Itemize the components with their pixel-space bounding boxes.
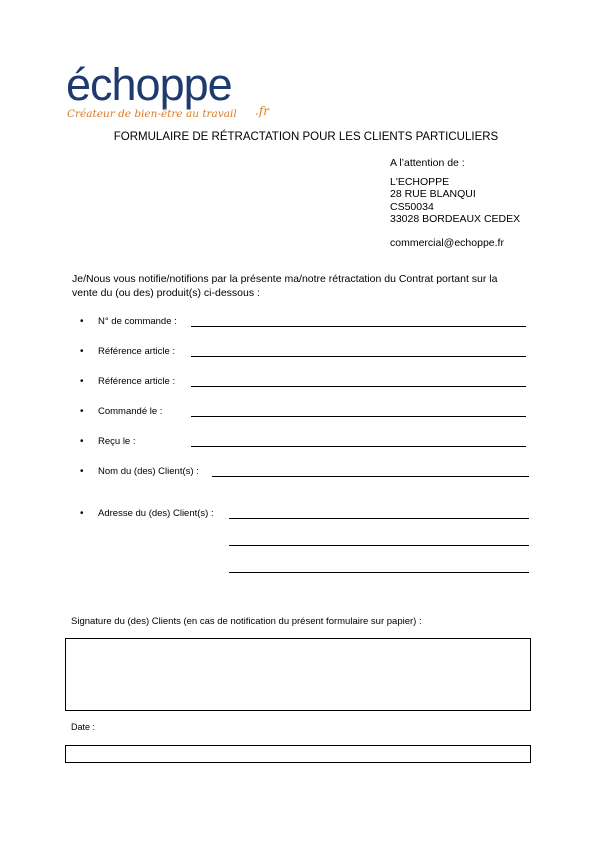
- article-reference-2-field[interactable]: [191, 386, 526, 387]
- client-address-line-1[interactable]: [229, 518, 529, 519]
- intro-line-2: vente du (ou des) produit(s) ci-dessous :: [72, 287, 260, 299]
- article-reference-1-field[interactable]: [191, 356, 526, 357]
- bullet-icon: •: [80, 406, 84, 417]
- brand-logo-tld: .fr: [255, 104, 269, 118]
- field-label: N° de commande :: [98, 316, 177, 327]
- address-cs: CS50034: [390, 201, 434, 213]
- address-attention: A l’attention de :: [390, 157, 465, 169]
- date-box[interactable]: [65, 745, 531, 763]
- date-label: Date :: [71, 722, 96, 732]
- signature-box[interactable]: [65, 638, 531, 711]
- address-city: 33028 BORDEAUX CEDEX: [390, 213, 521, 225]
- bullet-icon: •: [80, 508, 84, 519]
- client-address-line-2[interactable]: [229, 545, 529, 546]
- field-label: Nom du (des) Client(s) :: [98, 466, 199, 477]
- bullet-icon: •: [80, 466, 84, 477]
- field-label: Reçu le :: [98, 436, 136, 447]
- bullet-icon: •: [80, 436, 84, 447]
- signature-label: Signature du (des) Clients (en cas de notification du présent formulaire sur papier) :: [71, 616, 422, 627]
- page-title: FORMULAIRE DE RÉTRACTATION POUR LES CLIENTS PARTICULIERS: [113, 131, 499, 143]
- brand-tagline: Créateur de bien-être au travail: [67, 108, 237, 120]
- client-name-field[interactable]: [212, 476, 529, 477]
- address-street: 28 RUE BLANQUI: [390, 188, 476, 200]
- field-label: Adresse du (des) Client(s) :: [98, 508, 214, 519]
- field-label: Commandé le :: [98, 406, 163, 417]
- intro-line-1: Je/Nous vous notifie/notifions par la présente ma/notre rétractation du Contrat portant sur la: [72, 273, 498, 285]
- address-email[interactable]: commercial@echoppe.fr: [390, 237, 504, 249]
- received-on-field[interactable]: [191, 446, 526, 447]
- address-company: L'ECHOPPE: [390, 176, 450, 188]
- field-label: Référence article :: [98, 376, 176, 387]
- ordered-on-field[interactable]: [191, 416, 526, 417]
- field-label: Référence article :: [98, 346, 176, 357]
- bullet-icon: •: [80, 376, 84, 387]
- bullet-icon: •: [80, 346, 84, 357]
- client-address-line-3[interactable]: [229, 572, 529, 573]
- order-number-field[interactable]: [191, 326, 526, 327]
- brand-logo: échoppe: [66, 59, 232, 110]
- bullet-icon: •: [80, 316, 84, 327]
